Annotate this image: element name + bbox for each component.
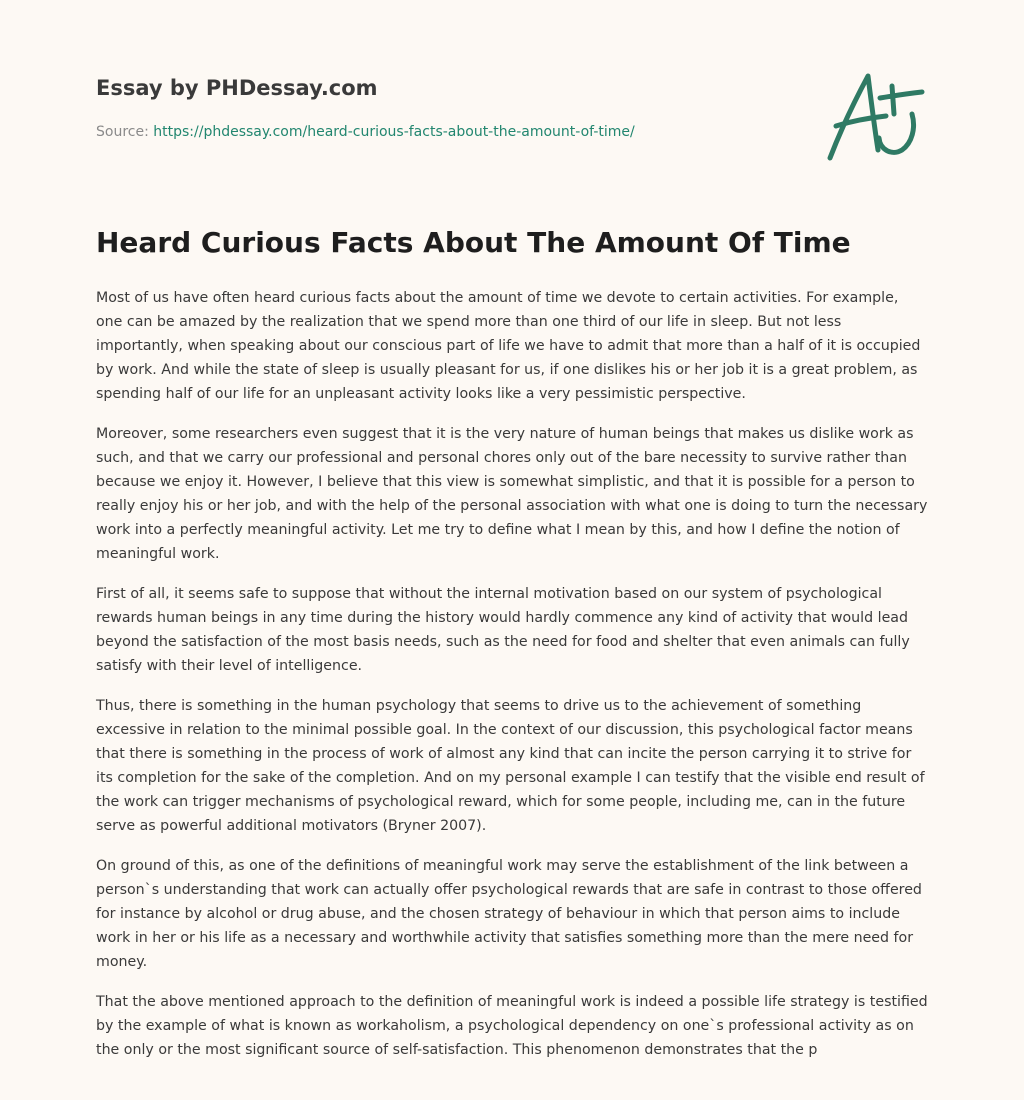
source-label: Source: [96, 124, 149, 140]
source-line [96, 124, 635, 140]
essay-paragraph: That the above mentioned approach to the definition of meaningful work is indeed a possible life strategy is testified by the example of what is known as workaholism, a psychological dependency on one`s professional activity as on the only or the most significant source of self-satisfaction. This phenomenon demonstrates that the p [96, 994, 928, 1058]
essay-paragraph: Thus, there is something in the human psychology that seems to drive us to the achievement of something excessive in relation to the minimal possible goal. In the context of our discussion, this psychological factor means that there is something in the process of work of almost any kind that can incite the person carrying it to strive for its completion for the sake of the completion. And on my personal example I can testify that the visible end result of the work can trigger mechanisms of psychological reward, which for some people, including me, can in the future serve as powerful additional motivators (Bryner 2007). [96, 698, 925, 834]
source-link[interactable]: https://phdessay.com/heard-curious-facts-about-the-amount-of-time/ [153, 124, 635, 140]
essay-paragraph: On ground of this, as one of the definitions of meaningful work may serve the establishment of the link between a person`s understanding that work can actually offer psychological rewards that are safe in contrast to those offered for instance by alcohol or drug abuse, and the chosen strategy of behaviour in which that person aims to include work in her or his life as a necessary and worthwhile activity that satisfies something more than the mere need for money. [96, 858, 922, 970]
essay-paragraph: Moreover, some researchers even suggest that it is the very nature of human beings that makes us dislike work as such, and that we carry our professional and personal chores only out of the bare necessity to survive rather than because we enjoy it. However, I believe that this view is somewhat simplistic, and that it is possible for a person to really enjoy his or her job, and with the help of the personal association with what one is doing to turn the necessary work into a perfectly meaningful activity. Let me try to define what I mean by this, and how I define the notion of meaningful work. [96, 426, 928, 562]
essay-paragraph: First of all, it seems safe to suppose that without the internal motivation based on our system of psychological rewards human beings in any time during the history would hardly commence any kind of activity that would lead beyond the satisfaction of the most basis needs, such as the need for food and shelter that even animals can fully satisfy with their level of intelligence. [96, 586, 910, 674]
essay-title: Heard Curious Facts About The Amount Of Time [96, 226, 851, 259]
a-plus-strokes [830, 76, 922, 158]
site-brand: Essay by PHDessay.com [96, 76, 378, 100]
essay-body [96, 286, 928, 1078]
essay-paragraph: Most of us have often heard curious facts about the amount of time we devote to certain activities. For example, one can be amazed by the realization that we spend more than one third of our life in sleep. But not less importantly, when speaking about our conscious part of life we have to admit that more than a half of it is occupied by work. And while the state of sleep is usually pleasant for us, if one dislikes his or her job it is a great problem, as spending half of our life for an unpleasant activity looks like a very pessimistic perspective. [96, 290, 921, 402]
a-plus-grade-icon [824, 66, 928, 166]
